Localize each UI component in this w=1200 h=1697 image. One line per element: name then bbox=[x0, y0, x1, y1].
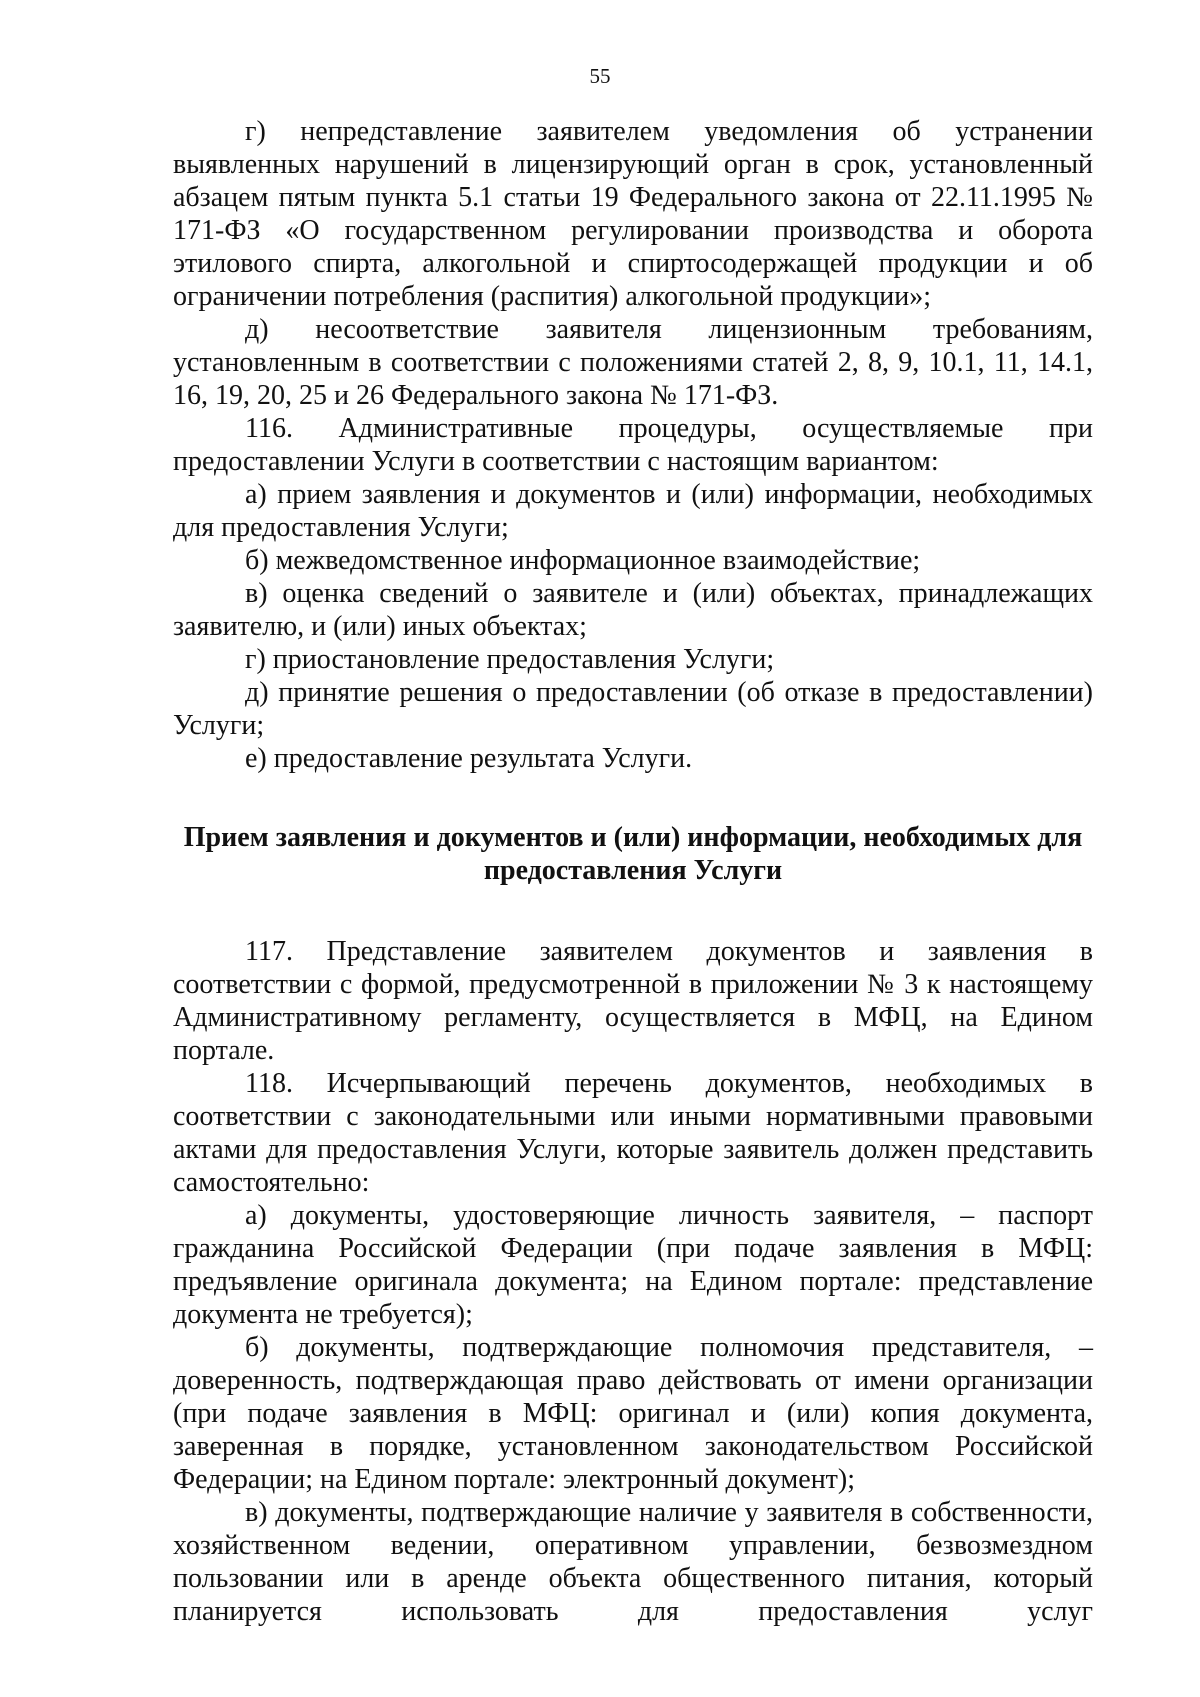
document-body bbox=[173, 115, 1093, 1628]
list-item-v: в) оценка сведений о заявителе и (или) объектах, принадлежащих заявителю, и (или) иных объектах; bbox=[173, 578, 1093, 642]
document-item-a-identity: а) документы, удостоверяющие личность заявителя, – паспорт гражданина Российской Федерации (при подаче заявления в МФЦ: предъявление оригинала документа; на Едином портале: представление документа не требуется); bbox=[173, 1200, 1093, 1330]
list-item-g: г) приостановление предоставления Услуги; bbox=[245, 644, 775, 675]
document-item-b-authority: б) документы, подтверждающие полномочия представителя, – доверенность, подтверждающая право действовать от имени организации (при подаче заявления в МФЦ: оригинал и (или) копия документа, заверенная в порядке, установленном законодательством Российской Федерации; на Едином портале: электронный документ); bbox=[173, 1332, 1093, 1495]
document-item-v-ownership: в) документы, подтверждающие наличие у заявителя в собственности, хозяйственном ведении, оперативном управлении, безвозмездном пользовании или в аренде объекта общественного питания, который планируется использовать для предоставления услуг bbox=[173, 1497, 1093, 1627]
paragraph-item-d-noncompliance: д) несоответствие заявителя лицензионным требованиям, установленным в соответствии с положениями статей 2, 8, 9, 10.1, 11, 14.1, 16, 19, 20, 25 и 26 Федерального закона № 171-ФЗ. bbox=[173, 314, 1093, 411]
paragraph-117: 117. Представление заявителем документов и заявления в соответствии с формой, предусмотренной в приложении № 3 к настоящему Административному регламенту, осуществляется в МФЦ, на Едином портале. bbox=[173, 936, 1093, 1066]
list-item-b: б) межведомственное информационное взаимодействие; bbox=[245, 545, 921, 576]
paragraph-item-g-nonsubmission: г) непредставление заявителем уведомления об устранении выявленных нарушений в лицензирующий орган в срок, установленный абзацем пятым пункта 5.1 статьи 19 Федерального закона от 22.11.1995 № 171-ФЗ «О государственном регулировании производства и оборота этилового спирта, алкогольной и спиртосодержащей продукции и об ограничении потребления (распития) алкогольной продукции»; bbox=[173, 116, 1093, 312]
list-item-d: д) принятие решения о предоставлении (об отказе в предоставлении) Услуги; bbox=[173, 677, 1093, 741]
page-number: 55 bbox=[589, 64, 611, 88]
paragraph-116: 116. Административные процедуры, осуществляемые при предоставлении Услуги в соответствии с настоящим вариантом: bbox=[173, 413, 1093, 477]
section-heading: Прием заявления и документов и (или) информации, необходимых для предоставления Услуги bbox=[183, 822, 1083, 886]
paragraph-118: 118. Исчерпывающий перечень документов, необходимых в соответствии с законодательными или иными нормативными правовыми актами для предоставления Услуги, которые заявитель должен представить самостоятельно: bbox=[173, 1068, 1093, 1198]
list-item-a: а) прием заявления и документов и (или) информации, необходимых для предоставления Услуги; bbox=[173, 479, 1093, 543]
list-item-e: е) предоставление результата Услуги. bbox=[245, 743, 693, 774]
